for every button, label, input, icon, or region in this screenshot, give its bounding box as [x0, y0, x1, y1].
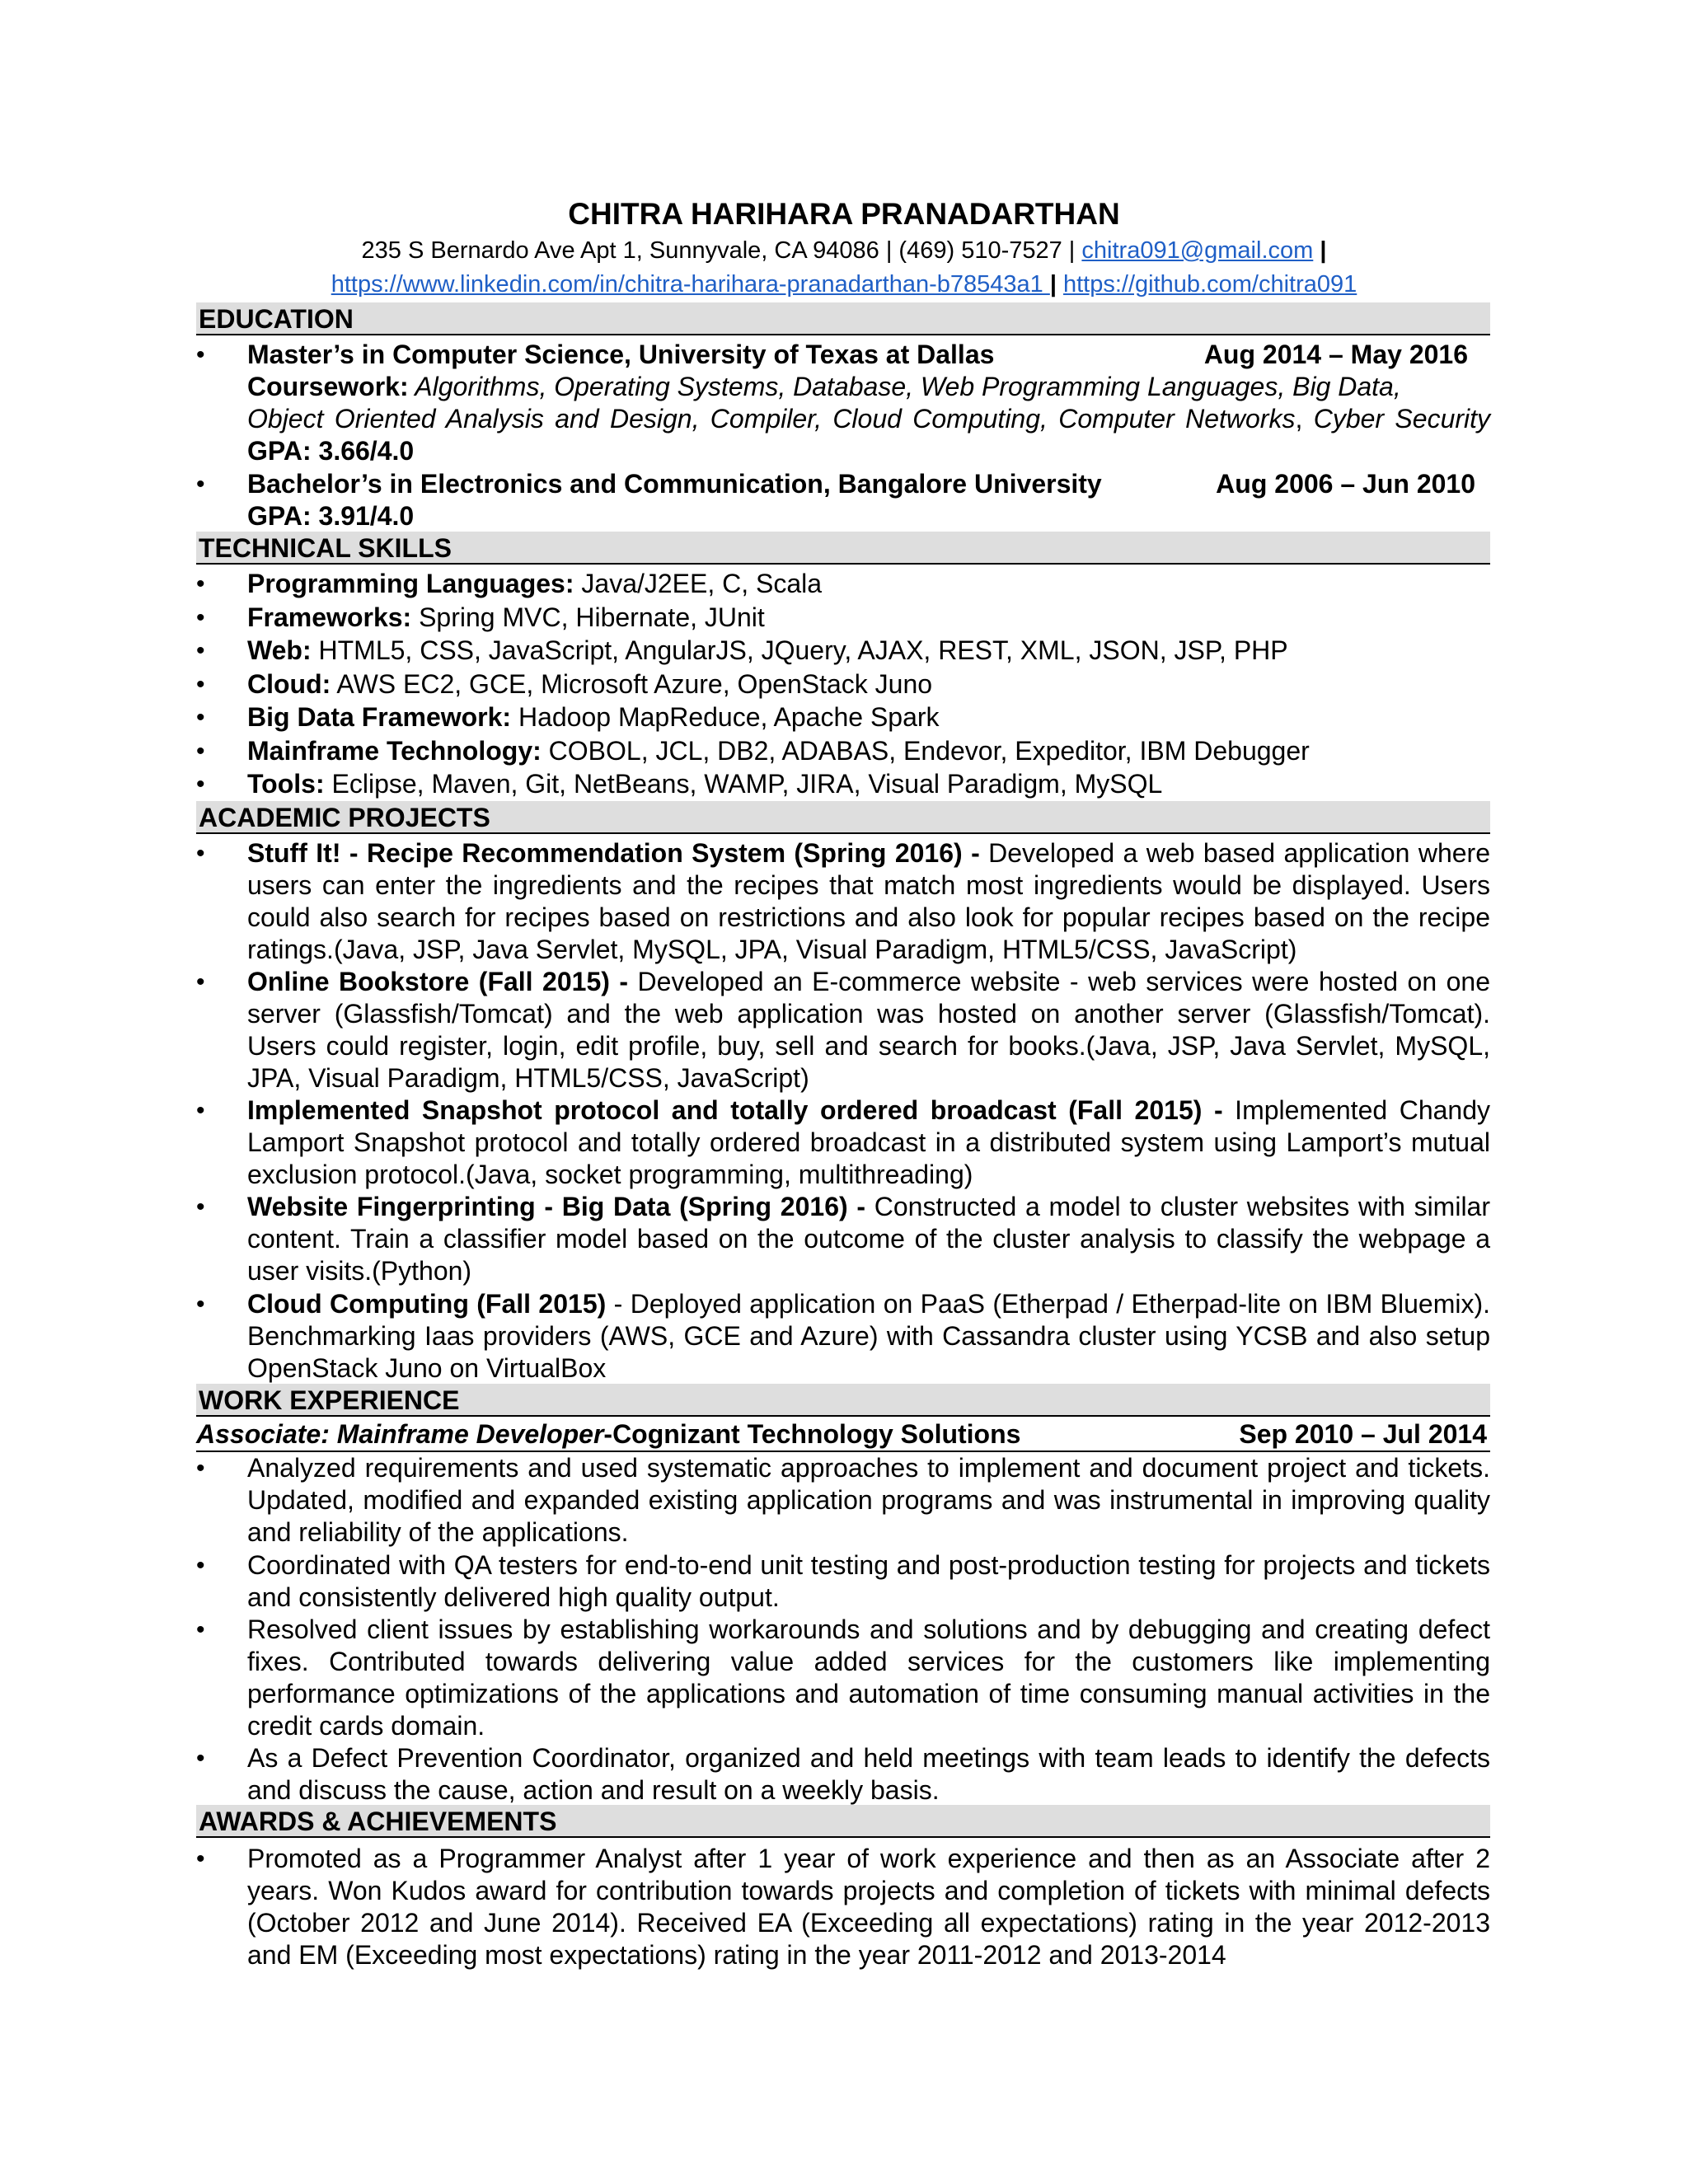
skill-item: [247, 668, 1490, 701]
bullet: •: [196, 704, 205, 731]
skill-value: Eclipse, Maven, Git, NetBeans, WAMP, JIRA, Visual Paradigm, MySQL: [324, 769, 1163, 799]
skill-item: [247, 768, 1490, 800]
bullet: •: [196, 1745, 205, 1772]
section-awards: AWARDS & ACHIEVEMENTS: [196, 1805, 1490, 1838]
coursework-text: Cyber Security: [1313, 404, 1491, 434]
skill-item: [247, 602, 1490, 634]
bullet: •: [196, 471, 205, 498]
skill-label: Big Data Framework:: [247, 702, 512, 732]
project-desc: Developed a web based application where users can enter the ingredients and the recipes that match most ingredients would be displayed. Users could also search for recipes based on restrictions and also look for popular recipes based on the recipe ratings.(Java, JSP, Java Servlet, MySQL, JPA, Visual Paradigm, HTML5/CSS, JavaScript): [247, 838, 1490, 964]
work-bullet: Analyzed requirements and used systematic approaches to implement and document project and tickets. Updated, modified and expanded existing application programs and was instrumental in improving quality and reliability of the applications.: [247, 1453, 1490, 1547]
job-dates: Sep 2010 – Jul 2014: [1239, 1419, 1487, 1449]
coursework-sep: ,: [1295, 404, 1314, 434]
bullet: •: [196, 671, 205, 698]
project-title: Website Fingerprinting - Big Data (Spring 2016) -: [247, 1192, 866, 1221]
skill-label: Programming Languages:: [247, 569, 574, 598]
project-desc: Constructed a model to cluster websites with similar content. Train a classifier model based on the outcome of the cluster analysis to classify the webpage a user visits.(Python): [247, 1192, 1491, 1286]
bullet: •: [196, 1097, 205, 1124]
bachelors-dates: Aug 2006 – Jun 2010: [1216, 469, 1475, 499]
bullet: •: [196, 738, 205, 765]
project-title: Online Bookstore (Fall 2015) -: [247, 967, 629, 996]
email-link[interactable]: chitra091@gmail.com: [1081, 237, 1314, 264]
project-title: Implemented Snapshot protocol and totally ordered broadcast (Fall 2015) -: [247, 1095, 1223, 1125]
coursework-text: Object Oriented Analysis and Design, Compiler, Cloud Computing, Computer Networks: [247, 404, 1296, 434]
masters-gpa: GPA: 3.66/4.0: [247, 436, 415, 466]
project-title: Stuff It! - Recipe Recommendation System (Spring 2016) -: [247, 838, 980, 868]
skill-item: [247, 635, 1490, 667]
project-item: [247, 1191, 1490, 1287]
work-bullet: Coordinated with QA testers for end-to-end unit testing and post-production testing for projects and tickets and consistently delivered high quality output.: [247, 1550, 1490, 1612]
project-item: [247, 1288, 1490, 1385]
github-link[interactable]: https://github.com/chitra091: [1063, 271, 1357, 298]
bullet: •: [196, 1291, 205, 1318]
skill-value: AWS EC2, GCE, Microsoft Azure, OpenStack Juno: [331, 669, 933, 699]
bullet: •: [196, 637, 205, 664]
bachelors-degree: Bachelor’s in Electronics and Communication, Bangalore University: [247, 469, 1102, 499]
bullet: •: [196, 968, 205, 996]
project-desc: - Deployed application on PaaS (Etherpad / Etherpad-lite on IBM Bluemix). Benchmarking Iaas providers (AWS, GCE and Azure) with Cassandra cluster using YCSB and also setup OpenStack Juno on VirtualBox: [247, 1289, 1491, 1383]
job-role: Associate: Mainframe Developer: [196, 1419, 604, 1449]
bullet: •: [196, 1193, 205, 1221]
bullet: •: [196, 604, 205, 631]
bullet: •: [196, 1616, 205, 1643]
skill-item: [247, 701, 1490, 733]
project-desc: Developed an E-commerce website - web services were hosted on one server (Glassfish/Tomcat) and the web application was hosted on another server (Glassfish/Tomcat). Users could register, login, edit profile, buy, sell and search for books.(Java, JSP, Java Servlet, MySQL, JPA, Visual Paradigm, HTML5/CSS, JavaScript): [247, 967, 1491, 1093]
contact-line-2: [0, 268, 1688, 301]
contact-line-1: [0, 234, 1688, 267]
project-item: [247, 837, 1490, 966]
address-phone: 235 S Bernardo Ave Apt 1, Sunnyvale, CA 94086 | (469) 510-7527 |: [361, 237, 1082, 264]
bullet: •: [196, 1845, 205, 1872]
skill-item: [247, 735, 1490, 767]
skill-label: Cloud:: [247, 669, 331, 699]
masters-coursework-2: [247, 403, 1490, 435]
linkedin-link[interactable]: https://www.linkedin.com/in/chitra-harihara-pranadarthan-b78543a1: [331, 271, 1050, 298]
skill-label: Tools:: [247, 769, 325, 799]
skill-label: Mainframe Technology:: [247, 736, 542, 766]
skill-value: HTML5, CSS, JavaScript, AngularJS, JQuery, AJAX, REST, XML, JSON, JSP, PHP: [311, 635, 1288, 665]
project-item: [247, 1094, 1490, 1191]
project-item: [247, 966, 1490, 1094]
skill-value: COBOL, JCL, DB2, ADABAS, Endevor, Expeditor, IBM Debugger: [541, 736, 1310, 766]
project-title: Cloud Computing (Fall 2015): [247, 1289, 607, 1319]
skill-label: Web:: [247, 635, 312, 665]
skill-value: Spring MVC, Hibernate, JUnit: [411, 602, 765, 632]
section-education: EDUCATION: [196, 302, 1490, 335]
skill-label: Frameworks:: [247, 602, 412, 632]
coursework-label: Coursework:: [247, 372, 409, 401]
skill-item: [247, 568, 1490, 600]
work-bullet: Resolved client issues by establishing workarounds and solutions and by debugging and creating defect fixes. Contributed towards delivering value added services for the customers like implementing performance optimizations of the applications and automation of time consuming manual activities in the credit cards domain.: [247, 1615, 1490, 1741]
job-company: -Cognizant Technology Solutions: [603, 1419, 1021, 1449]
separator: |: [1313, 237, 1327, 264]
masters-degree: Master’s in Computer Science, University of Texas at Dallas: [247, 340, 995, 369]
masters-dates: Aug 2014 – May 2016: [1203, 340, 1468, 369]
candidate-name: CHITRA HARIHARA PRANADARTHAN: [568, 197, 1120, 231]
section-academic-projects: ACADEMIC PROJECTS: [196, 801, 1490, 834]
project-desc: Implemented Chandy Lamport Snapshot protocol and totally ordered broadcast in a distributed system using Lamport’s mutual exclusion protocol.(Java, socket programming, multithreading): [247, 1095, 1491, 1189]
bullet: •: [196, 341, 205, 368]
work-bullet: As a Defect Prevention Coordinator, organized and held meetings with team leads to identify the defects and discuss the cause, action and result on a weekly basis.: [247, 1743, 1490, 1805]
bullet: •: [196, 1552, 205, 1579]
section-technical-skills: TECHNICAL SKILLS: [196, 532, 1490, 565]
bullet: •: [196, 1455, 205, 1482]
separator: |: [1049, 271, 1063, 298]
job-header: [196, 1418, 1490, 1452]
bullet: •: [196, 570, 205, 598]
coursework-text: Algorithms, Operating Systems, Database, Web Programming Languages, Big Data,: [408, 372, 1401, 401]
skill-value: Hadoop MapReduce, Apache Spark: [511, 702, 940, 732]
masters-coursework-1: [247, 371, 1490, 403]
bachelors-gpa: GPA: 3.91/4.0: [247, 501, 415, 531]
bullet: •: [196, 771, 205, 798]
award-bullet: Promoted as a Programmer Analyst after 1 year of work experience and then as an Associate after 2 years. Won Kudos award for contribution towards projects and completion of tickets with minimal defects (October 2012 and June 2014). Received EA (Exceeding all expectations) rating in the year 2012-2013 and EM (Exceeding most expectations) rating in the year 2011-2012 and 2013-2014: [247, 1844, 1490, 1970]
skill-value: Java/J2EE, C, Scala: [574, 569, 823, 598]
bullet: •: [196, 840, 205, 867]
section-work-experience: WORK EXPERIENCE: [196, 1384, 1490, 1417]
